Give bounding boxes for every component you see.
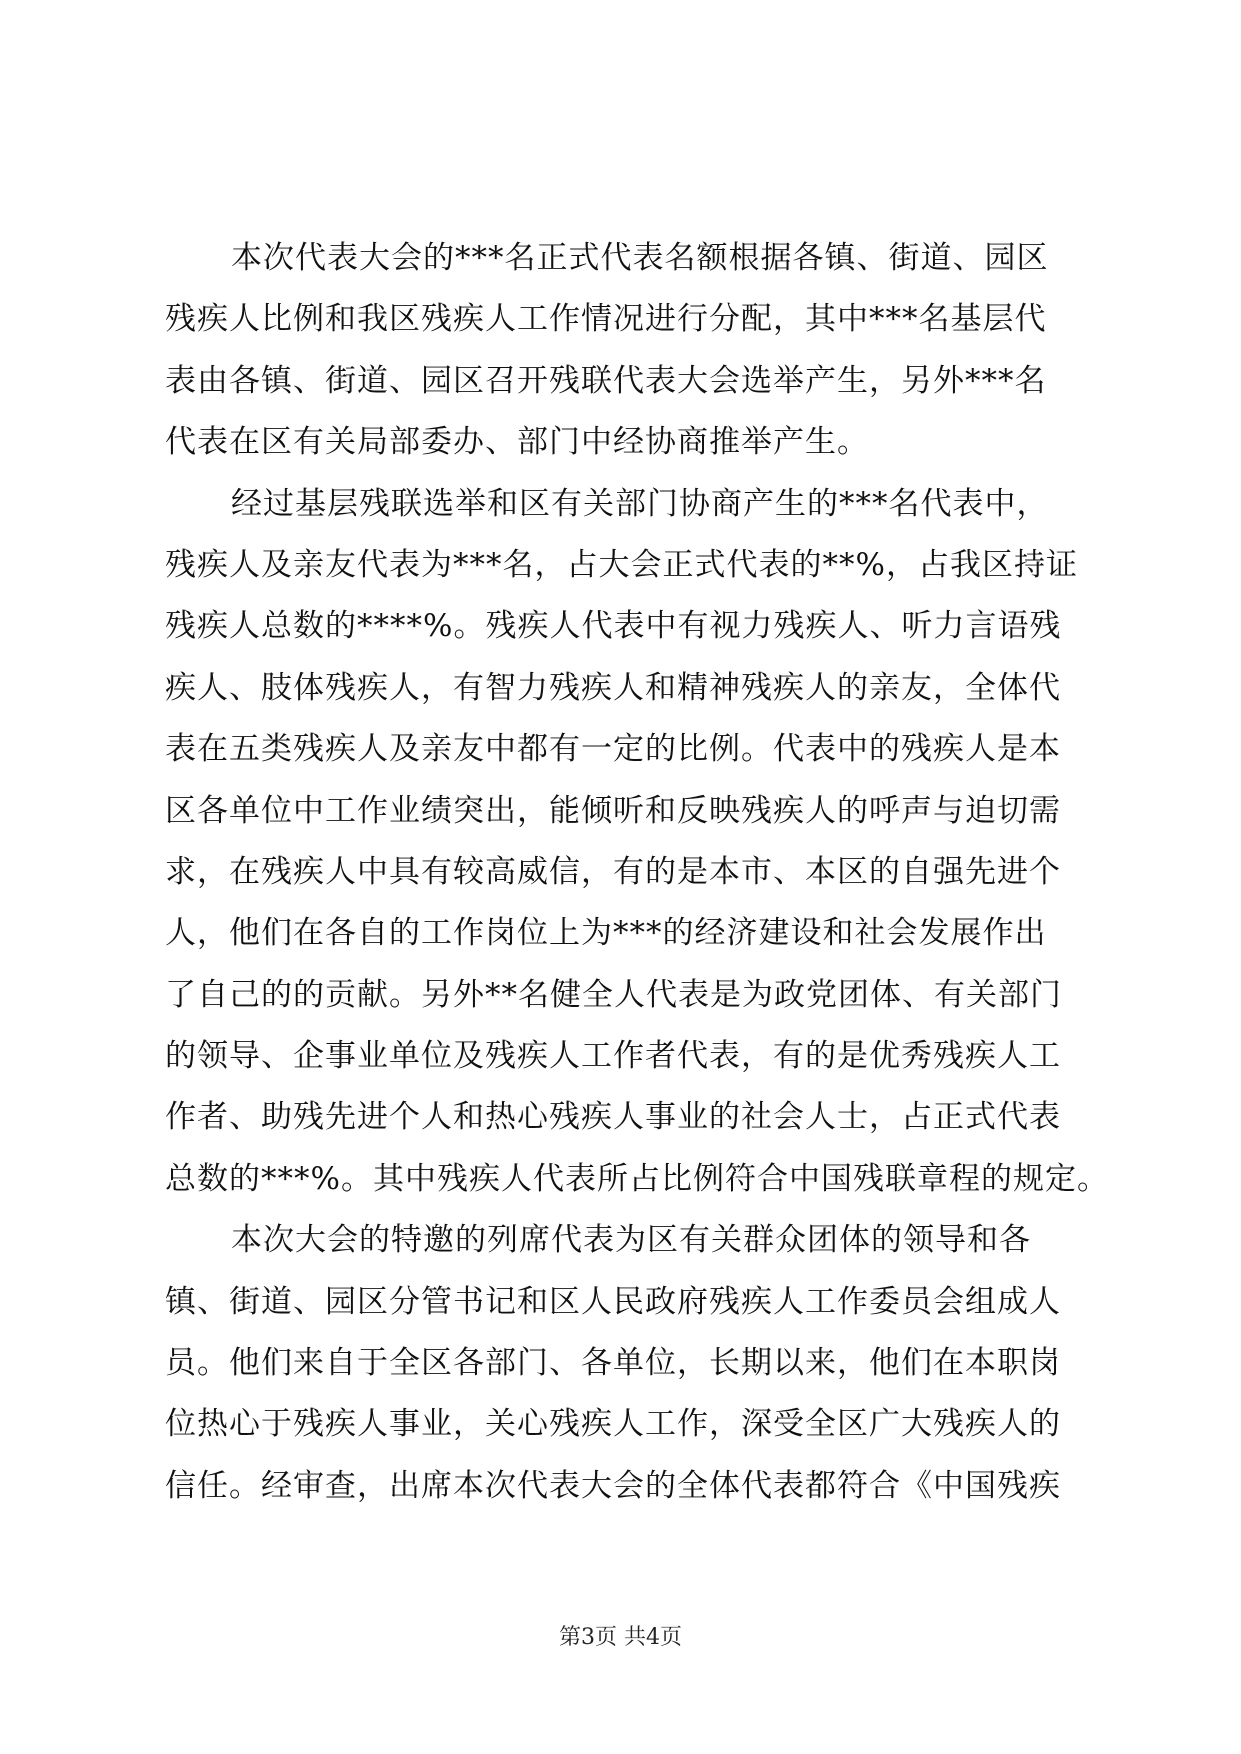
page-number-footer: 第3页 共4页 [559,1625,682,1650]
text-line: 疾人、肢体残疾人，有智力残疾人和精神残疾人的亲友，全体代 [165,669,1061,706]
paragraph-2 [165,474,1109,1211]
text-line: 位热心于残疾人事业，关心残疾人工作，深受全区广大残疾人的 [165,1406,1061,1443]
text-line: 的领导、企事业单位及残疾人工作者代表，有的是优秀残疾人工 [165,1038,1061,1075]
text-line: 区各单位中工作业绩突出，能倾听和反映残疾人的呼声与迫切需 [165,792,1061,829]
text-line: 镇、街道、园区分管书记和区人民政府残疾人工作委员会组成人 [165,1283,1061,1320]
text-line: 本次大会的特邀的列席代表为区有关群众团体的领导和各 [231,1222,1031,1259]
text-line: 作者、助残先进个人和热心残疾人事业的社会人士，占正式代表 [165,1099,1061,1136]
text-line: 人，他们在各自的工作岗位上为***的经济建设和社会发展作出 [165,915,1047,952]
text-line: 表由各镇、街道、园区召开残联代表大会选举产生，另外***名 [165,362,1047,399]
text-line: 求，在残疾人中具有较高威信，有的是本市、本区的自强先进个 [165,853,1061,890]
text-line: 残疾人及亲友代表为***名，占大会正式代表的**%，占我区持证 [165,546,1078,583]
text-line: 了自己的的贡献。另外**名健全人代表是为政党团体、有关部门 [165,976,1062,1013]
text-line: 员。他们来自于全区各部门、各单位，长期以来，他们在本职岗 [165,1345,1061,1382]
text-line: 信任。经审查，出席本次代表大会的全体代表都符合《中国残疾 [165,1467,1061,1504]
text-line: 总数的***%。其中残疾人代表所占比例符合中国残联章程的规定。 [165,1160,1109,1197]
document-body [165,228,1109,1517]
text-line: 表在五类残疾人及亲友中都有一定的比例。代表中的残疾人是本 [165,731,1061,768]
paragraph-1 [165,228,1085,474]
paragraph-3 [165,1210,1085,1517]
text-line: 代表在区有关局部委办、部门中经协商推举产生。 [165,424,869,461]
text-line: 残疾人总数的****%。残疾人代表中有视力残疾人、听力言语残 [165,608,1062,645]
text-line: 残疾人比例和我区残疾人工作情况进行分配，其中***名基层代 [165,301,1047,338]
text-line: 经过基层残联选举和区有关部门协商产生的***名代表中， [231,485,1049,522]
text-line: 本次代表大会的***名正式代表名额根据各镇、街道、园区 [231,240,1049,276]
